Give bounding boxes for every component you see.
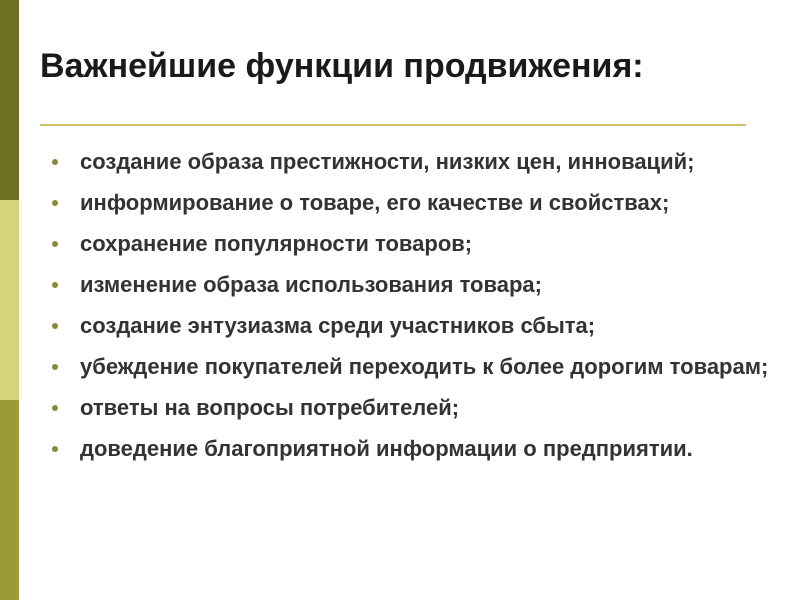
bullet-text: создание образа престижности, низких цен, инноваций; xyxy=(80,149,695,174)
bullet-text: информирование о товаре, его качестве и свойствах; xyxy=(80,190,670,215)
bullet-dot-icon xyxy=(52,241,58,247)
bullet-dot-icon xyxy=(52,446,58,452)
bullet-dot-icon xyxy=(52,323,58,329)
bullet-item xyxy=(48,433,788,465)
bullet-item xyxy=(48,228,788,260)
bullet-dot-icon xyxy=(52,282,58,288)
bullet-item xyxy=(48,310,788,342)
bullet-text: создание энтузиазма среди участников сбыта; xyxy=(80,313,596,338)
bullet-list xyxy=(48,146,788,474)
bullet-dot-icon xyxy=(52,405,58,411)
bullet-item xyxy=(48,392,788,424)
side-bar-segment-top xyxy=(0,0,19,200)
bullet-dot-icon xyxy=(52,364,58,370)
bullet-item xyxy=(48,351,788,383)
bullet-item xyxy=(48,269,788,301)
bullet-item xyxy=(48,187,788,219)
bullet-text: изменение образа использования товара; xyxy=(80,272,542,297)
bullet-text: ответы на вопросы потребителей; xyxy=(80,395,460,420)
bullet-text: сохранение популярности товаров; xyxy=(80,231,473,256)
decorative-side-bar xyxy=(0,0,19,600)
side-bar-segment-middle xyxy=(0,200,19,400)
bullet-text: доведение благоприятной информации о предприятии. xyxy=(80,436,693,461)
bullet-item xyxy=(48,146,788,178)
bullet-dot-icon xyxy=(52,200,58,206)
title-underline xyxy=(40,124,746,126)
bullet-text: убеждение покупателей переходить к более дорогим товарам; xyxy=(80,354,769,379)
side-bar-segment-bottom xyxy=(0,400,19,600)
slide-title: Важнейшие функции продвижения: xyxy=(40,47,644,85)
bullet-dot-icon xyxy=(52,159,58,165)
